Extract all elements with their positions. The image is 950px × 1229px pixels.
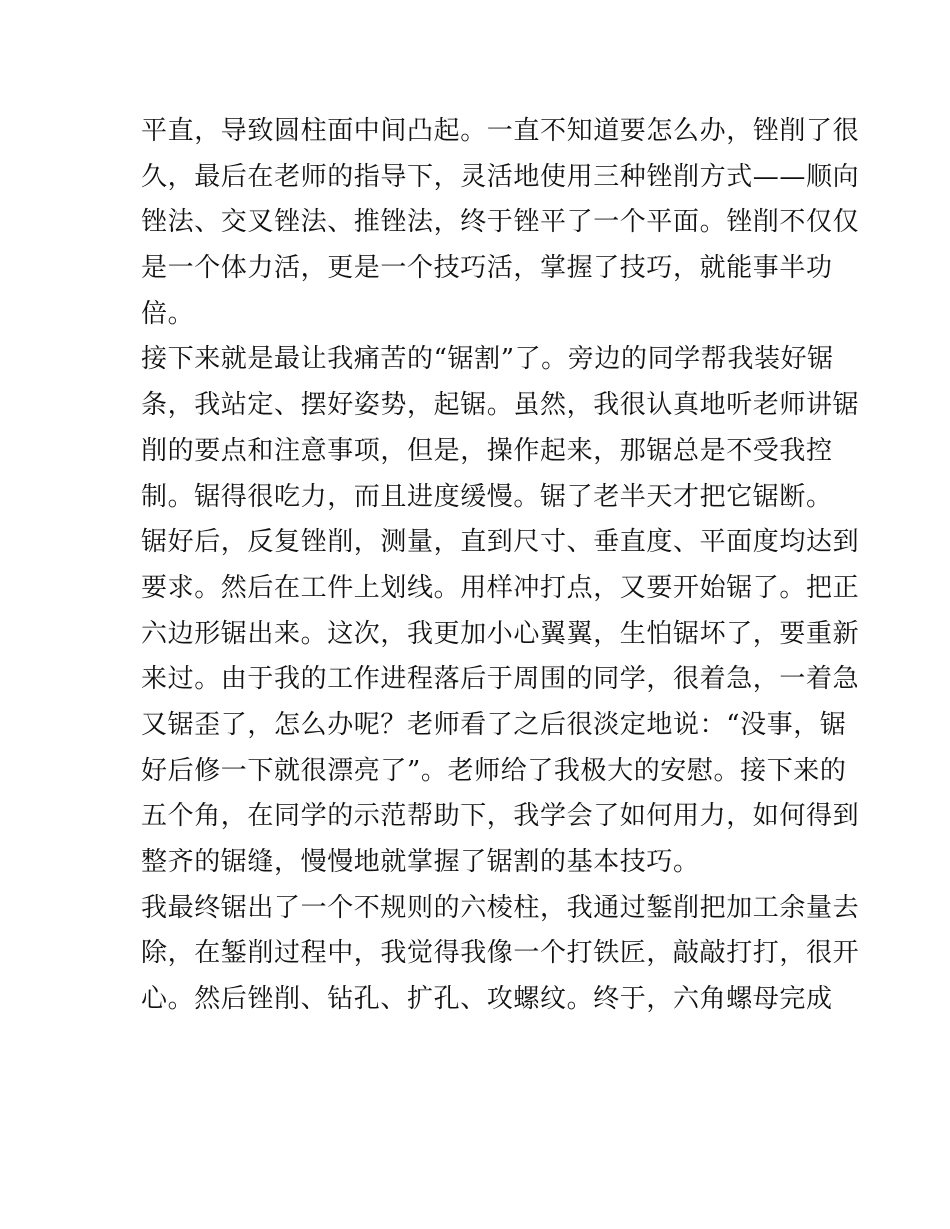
text-line-9: 制。锯得很吃力，而且进度缓慢。锯了老半天才把它锯断。: [141, 481, 833, 512]
text-line-15: 好后修一下就很漂亮了”。老师给了我极大的安慰。接下来的: [141, 755, 847, 786]
text-line-16: 五个角，在同学的示范帮助下，我学会了如何用力，如何得到: [141, 801, 860, 832]
text-line-19: 除，在錾削过程中，我觉得我像一个打铁匠，敲敲打打，很开: [141, 938, 860, 969]
text-line-2: 久，最后在老师的指导下，灵活地使用三种锉削方式——顺向: [141, 161, 860, 192]
text-line-3: 锉法、交叉锉法、推锉法，终于锉平了一个平面。锉削不仅仅: [141, 207, 860, 238]
text-line-13: 来过。由于我的工作进程落后于周围的同学，很着急，一着急: [141, 664, 860, 695]
text-line-4: 是一个体力活，更是一个技巧活，掌握了技巧，就能事半功: [141, 253, 833, 284]
body-text: [141, 109, 860, 1023]
text-line-10: 锯好后，反复锉削，测量，直到尺寸、垂直度、平面度均达到: [141, 527, 860, 558]
text-line-12: 六边形锯出来。这次，我更加小心翼翼，生怕锯坏了，要重新: [141, 618, 860, 649]
text-line-11: 要求。然后在工件上划线。用样冲打点，又要开始锯了。把正: [141, 572, 860, 603]
text-line-17: 整齐的锯缝，慢慢地就掌握了锯割的基本技巧。: [141, 847, 700, 877]
text-line-6: 接下来就是最让我痛苦的“锯割”了。旁边的同学帮我装好锯: [141, 344, 834, 375]
text-line-7: 条，我站定、摆好姿势，起锯。虽然，我很认真地听老师讲锯: [141, 390, 860, 421]
text-line-14: 又锯歪了，怎么办呢？老师看了之后很淡定地说：“没事，锯: [141, 709, 847, 740]
text-line-18: 我最终锯出了一个不规则的六棱柱，我通过錾削把加工余量去: [141, 892, 860, 923]
text-line-5: 倍。: [141, 298, 195, 329]
text-line-8: 削的要点和注意事项，但是，操作起来，那锯总是不受我控: [141, 435, 833, 466]
text-line-1: 平直，导致圆柱面中间凸起。一直不知道要怎么办，锉削了很: [141, 116, 860, 146]
text-line-20: 心。然后锉削、钻孔、扩孔、攻螺纹。终于，六角螺母完成: [141, 984, 833, 1015]
